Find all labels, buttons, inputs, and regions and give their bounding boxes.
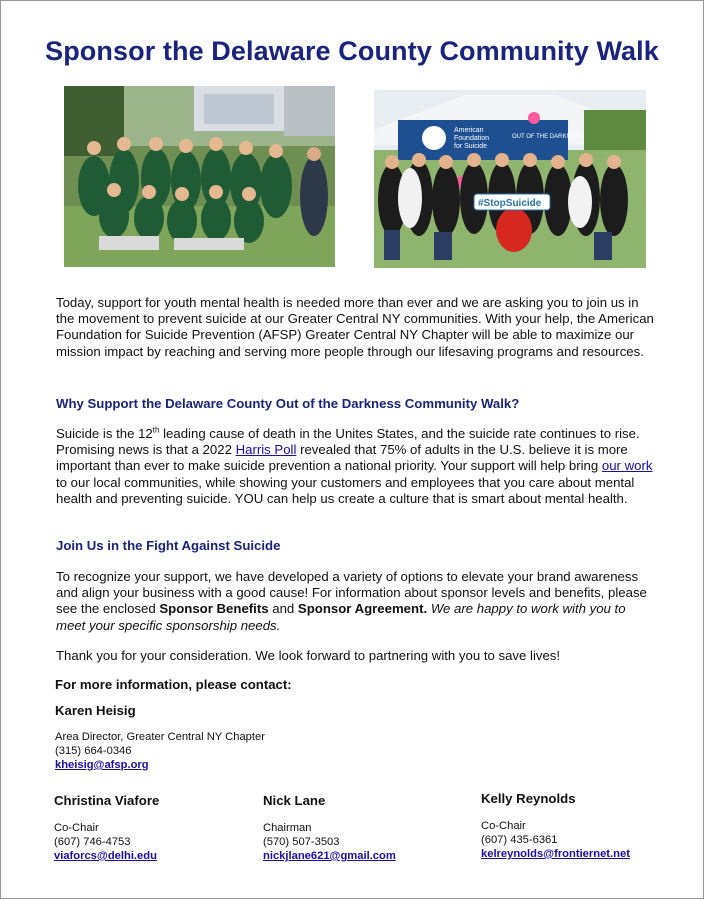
- contact-name: Nick Lane: [263, 793, 326, 808]
- svg-text:#StopSuicide: #StopSuicide: [478, 198, 542, 209]
- contact-phone: (315) 664-0346: [55, 745, 132, 757]
- contact-email-link[interactable]: kelreynolds@frontiernet.net: [481, 848, 630, 860]
- contact-role: Co-Chair: [481, 820, 526, 832]
- contact-name: Kelly Reynolds: [481, 791, 576, 806]
- contact-heading: For more information, please contact:: [55, 677, 292, 692]
- harris-poll-link[interactable]: Harris Poll: [235, 442, 297, 458]
- contact-phone: (607) 746-4753: [54, 836, 131, 848]
- join-us-heading: Join Us in the Fight Against Suicide: [56, 538, 281, 553]
- contact-phone: (570) 507-3503: [263, 836, 340, 848]
- contact-card: [263, 794, 396, 863]
- contact-card: [481, 792, 630, 861]
- contact-email-link[interactable]: nickjlane621@gmail.com: [263, 850, 396, 862]
- walk-team-photo: [374, 90, 646, 268]
- team-photo: [64, 86, 335, 267]
- svg-text:American: American: [454, 127, 484, 134]
- contact-email-link[interactable]: kheisig@afsp.org: [55, 759, 149, 771]
- contact-phone: (607) 435-6361: [481, 834, 558, 846]
- contact-role: Chairman: [263, 822, 312, 834]
- thanks-paragraph: Thank you for your consideration. We look forward to partnering with you to save lives!: [56, 648, 561, 663]
- contact-name: Christina Viafore: [54, 793, 160, 808]
- our-work-link[interactable]: our work: [601, 458, 653, 474]
- intro-paragraph: Today, support for youth mental health is needed more than ever and we are asking you to join us in the movement to prevent suicide at our Greater Central NY communities. With your help, the American Foundation for Suicide Prevention (AFSP) Greater Central NY Chapter will be able to maximize our mission impact by reaching and serving more people through our lifesaving programs and resources.: [56, 295, 654, 359]
- contact-card: [54, 794, 159, 863]
- contact-email-link[interactable]: viaforcs@delhi.edu: [54, 850, 157, 862]
- join-us-paragraph: To recognize your support, we have developed a variety of options to elevate your brand awareness and align your business with a good cause! For information about sponsor levels and benefits, please see the enclosed Sponsor Benefits and Sponsor Agreement. We are happy to work with you to meet your specific sponsorship needs.: [56, 569, 647, 633]
- svg-text:for Suicide: for Suicide: [454, 143, 488, 150]
- svg-text:Foundation: Foundation: [454, 135, 490, 142]
- contact-name: Karen Heisig: [55, 703, 136, 718]
- contact-role: Area Director, Greater Central NY Chapter: [55, 731, 265, 743]
- svg-text:OUT OF THE DARKNESS: OUT OF THE DARKNESS: [512, 134, 583, 140]
- why-support-paragraph: Suicide is the 12th leading cause of death in the Unites States, and the suicide rate continues to rise. Promising news is that a 2022 Harris Poll revealed that 75% of adults in the U.S. believe it is more important than ever to make suicide prevention a national priority. Your support will help bring our work to our local communities, while showing your customers and employees that you care about mental health and preventing suicide. YOU can help us create a culture that is smart about mental health.: [56, 425, 653, 506]
- page-title: Sponsor the Delaware County Community Walk: [45, 36, 659, 66]
- contact-role: Co-Chair: [54, 822, 99, 834]
- primary-contact: [55, 704, 265, 772]
- why-support-heading: Why Support the Delaware County Out of the Darkness Community Walk?: [56, 396, 520, 411]
